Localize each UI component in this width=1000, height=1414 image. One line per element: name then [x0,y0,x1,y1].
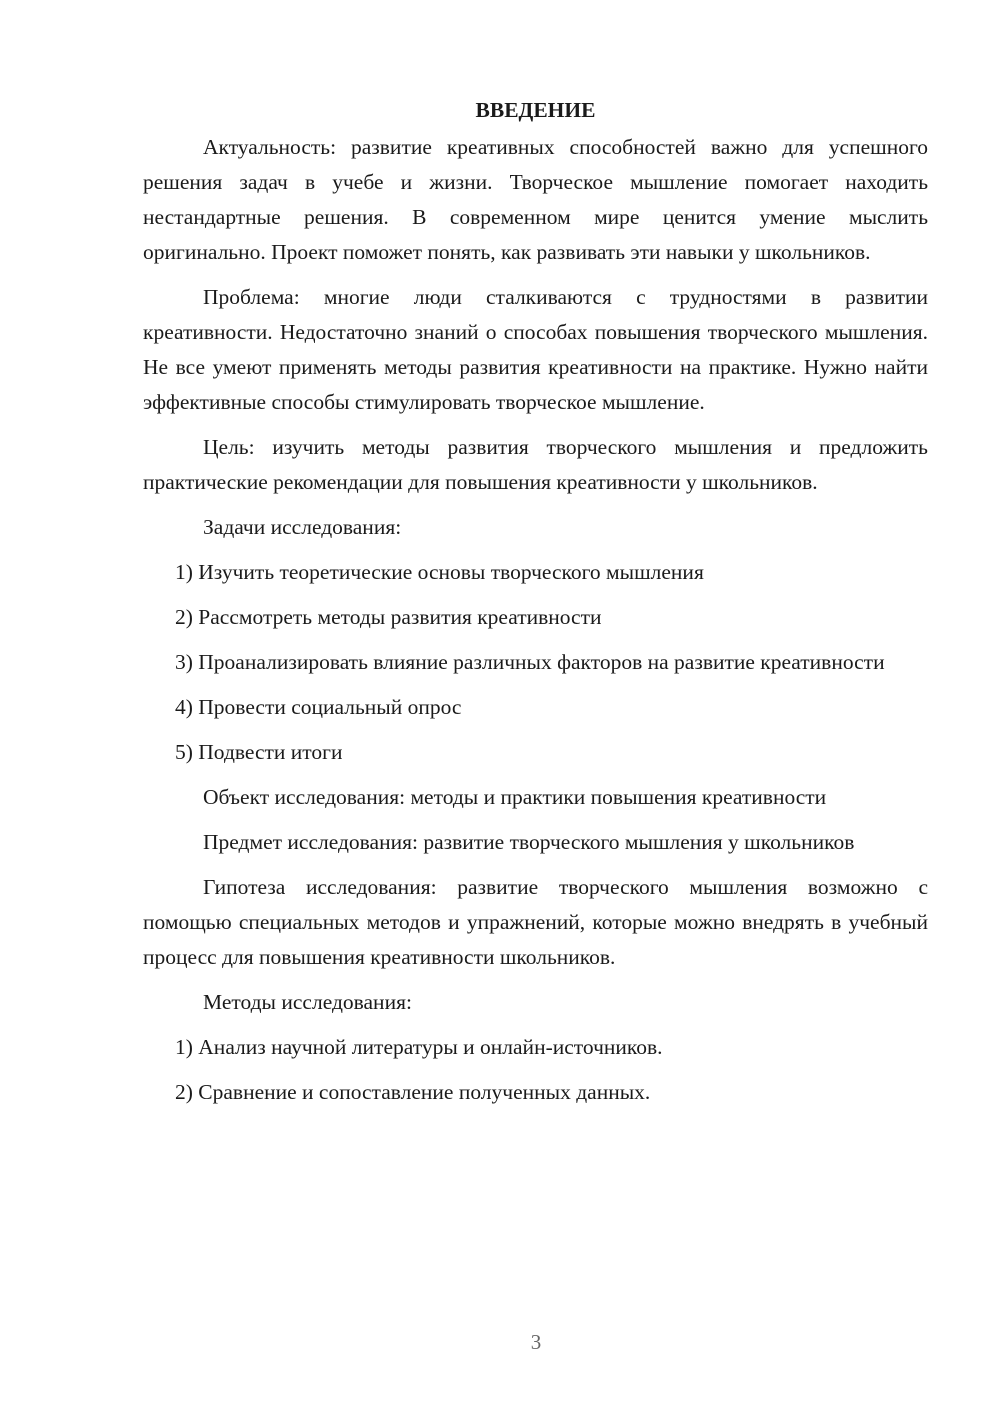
section-title: ВВЕДЕНИЕ [475,98,596,122]
task-item-2: 2) Рассмотреть методы развития креативности [175,605,602,629]
task-item-3: 3) Проанализировать влияние различных факторов на развитие креативности [175,650,885,674]
method-item-2: 2) Сравнение и сопоставление полученных данных. [175,1080,651,1104]
document-page [143,92,928,1120]
hypothesis-paragraph: Гипотеза исследования: развитие творческого мышления возможно с помощью специальных методов и упражнений, которые можно внедрять в учебный процесс для повышения креативности школьников. [143,875,928,969]
task-item-4: 4) Провести социальный опрос [175,695,462,719]
subject-paragraph: Предмет исследования: развитие творческого мышления у школьников [203,830,855,854]
methods-heading: Методы исследования: [203,990,412,1014]
object-paragraph: Объект исследования: методы и практики повышения креативности [203,785,827,809]
problem-paragraph: Проблема: многие люди сталкиваются с трудностями в развитии креативности. Недостаточно знаний о способах повышения творческого мышления. Не все умеют применять методы развития креативности на практике. Нужно найти эффективные способы стимулировать творческое мышление. [143,285,928,414]
method-item-1: 1) Анализ научной литературы и онлайн-источников. [175,1035,663,1059]
tasks-heading: Задачи исследования: [203,515,402,539]
relevance-paragraph: Актуальность: развитие креативных способностей важно для успешного решения задач в учебе и жизни. Творческое мышление помогает находить нестандартные решения. В современном мире ценится умение мыслить оригинально. Проект поможет понять, как развивать эти навыки у школьников. [143,135,928,264]
goal-paragraph: Цель: изучить методы развития творческого мышления и предложить практические рекомендации для повышения креативности у школьников. [143,435,928,494]
page-number: 3 [530,1330,542,1354]
task-item-5: 5) Подвести итоги [175,740,343,764]
task-item-1: 1) Изучить теоретические основы творческого мышления [175,560,704,584]
